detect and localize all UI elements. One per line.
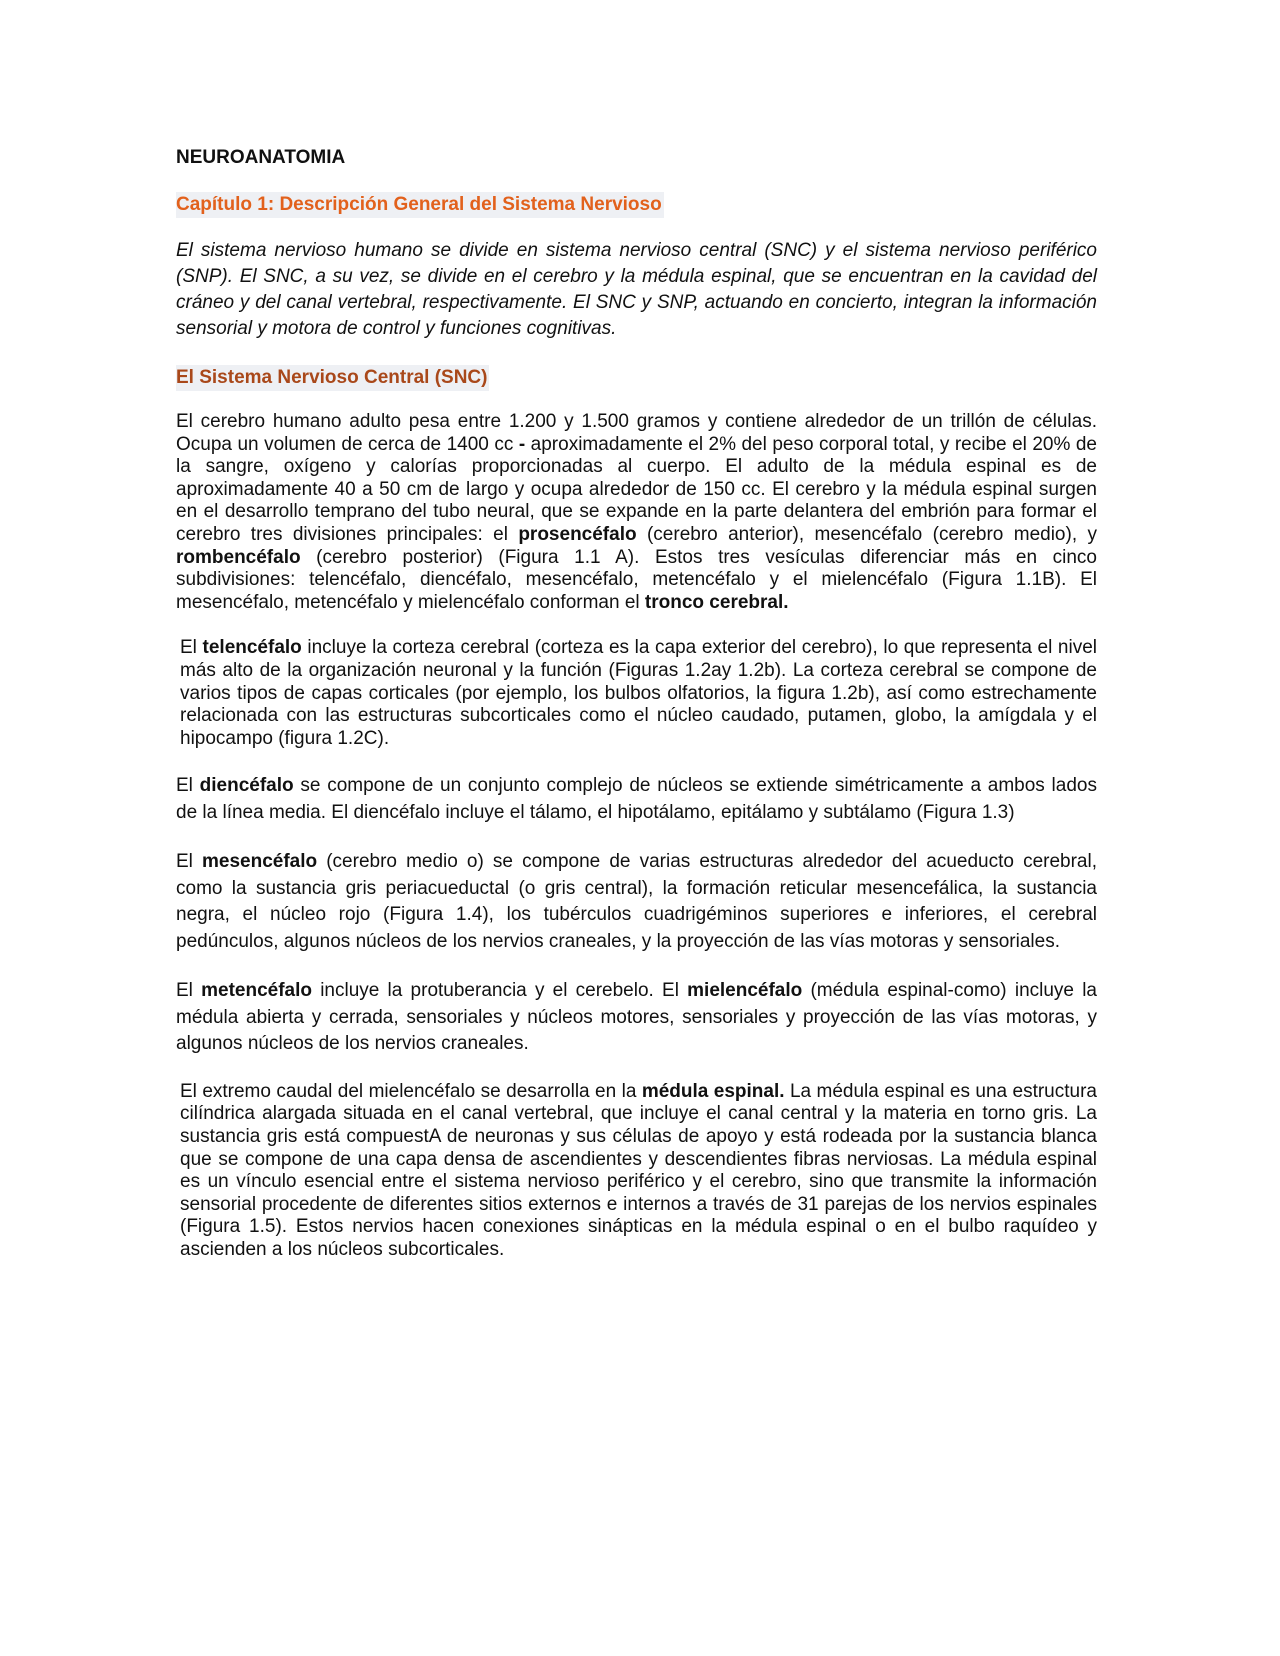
text-run: aproximadamente el 2% del peso corporal total, y recibe el 20% de la sangre, oxígeno y calorías proporcionadas al cuerpo. El adulto de la médula espinal es de aproximadamente 40 a 50 cm de largo y ocupa alrededor de 150 cc. El cerebro y la médula espinal surgen en el desarrollo temprano del tubo neural, que se expande en la parte delantera del embrión para formar el cerebro tres divisiones principales: el: [176, 433, 1097, 545]
text-run: El: [176, 851, 202, 873]
term-medula-espinal: médula espinal.: [641, 1080, 785, 1102]
text-run: La médula espinal es una estructura cilíndrica alargada situada en el canal vertebral, que incluye el canal central y la materia en torno gris. La sustancia gris está compuestA de neuronas y sus células de apoyo y está rodeada por la sustancia blanca que se compone de una capa densa de ascendientes y descendientes fibras nerviosas. La médula espinal es un vínculo esencial entre el sistema nervioso periférico y el cerebro, sino que transmite la información sensorial procedente de diferentes sitios externos e internos a través de 31 parejas de los nervios espinales (Figura 1.5). Estos nervios hacen conexiones sinápticas en la médula espinal o en el bulbo raquídeo y ascienden a los núcleos subcorticales.: [180, 1080, 1097, 1260]
chapter-heading: Capítulo 1: Descripción General del Sistema Nervioso: [176, 192, 664, 218]
text-run: (médula espinal-como) incluye la médula abierta y cerrada, sensoriales y núcleos motores, sensoriales y proyección de las vías motoras, y algunos núcleos de los nervios craneales.: [176, 980, 1097, 1055]
paragraph-spacer: [176, 1058, 1097, 1081]
document-title: NEUROANATOMIA: [176, 147, 346, 168]
paragraph-spacer: [176, 826, 1097, 849]
paragraph-spacer: [176, 614, 1097, 637]
document-body: [176, 146, 1097, 1262]
text-run: se compone de un conjunto complejo de núcleos se extiende simétricamente a ambos lados de la línea media. El diencéfalo incluye el tálamo, el hipotálamo, epitálamo y subtálamo (Figura 1.3): [176, 775, 1097, 823]
paragraph-telencefalo: [176, 637, 1097, 750]
paragraph-diencefalo: [176, 773, 1097, 826]
section-heading: El Sistema Nervioso Central (SNC): [176, 365, 489, 391]
text-run: (cerebro medio o) se compone de varias estructuras alrededor del acueducto cerebral, como la sustancia gris periacueductal (o gris central), la formación reticular mesencefálica, la sustancia negra, el núcleo rojo (Figura 1.4), los tubérculos cuadrigéminos superiores e inferiores, el cerebral pedúnculos, algunos núcleos de los nervios craneales, y la proyección de las vías motoras y sensoriales.: [176, 851, 1097, 952]
term-rombencefalo: rombencéfalo: [176, 546, 301, 568]
paragraph-medula-espinal: [176, 1081, 1097, 1262]
paragraph-spacer: [176, 750, 1097, 773]
text-run: incluye la corteza cerebral (corteza es la capa exterior del cerebro), lo que representa el nivel más alto de la organización neuronal y la función (Figuras 1.2ay 1.2b). La corteza cerebral se compone de varios tipos de capas corticales (por ejemplo, los bulbos olfatorios, la figura 1.2b), así como estrechamente relacionada con las estructuras subcorticales como el núcleo caudado, putamen, globo, la amígdala y el hipocampo (figura 1.2C).: [180, 637, 1097, 749]
text-run: incluye la protuberancia y el cerebelo. El: [311, 980, 688, 1002]
term-prosencefalo: prosencéfalo: [518, 523, 637, 545]
text-run: El extremo caudal del mielencéfalo se desarrolla en la: [180, 1080, 642, 1102]
paragraph-metencefalo: [176, 978, 1097, 1058]
term-telencefalo: telencéfalo: [202, 637, 302, 659]
term-diencefalo: diencéfalo: [199, 775, 294, 797]
paragraph-brain-overview: [176, 411, 1097, 614]
text-run: El: [176, 980, 202, 1002]
term-metencefalo: metencéfalo: [201, 980, 312, 1002]
text-run: El: [176, 775, 200, 797]
paragraph-spacer: [176, 955, 1097, 978]
paragraph-mesencefalo: [176, 849, 1097, 955]
dash-run: -: [518, 433, 526, 455]
term-mesencefalo: mesencéfalo: [202, 851, 318, 873]
text-run: (cerebro posterior) (Figura 1.1 A). Estos tres vesículas diferenciar más en cinco subdivisiones: telencéfalo, diencéfalo, mesencéfalo, metencéfalo y el mielencéfalo (Figura 1.1B). El mesencéfalo, metencéfalo y mielencéfalo conforman el: [176, 546, 1097, 613]
term-mielencefalo: mielencéfalo: [687, 980, 803, 1002]
text-run: (cerebro anterior), mesencéfalo (cerebro medio), y: [636, 523, 1097, 545]
term-tronco-cerebral: tronco cerebral.: [644, 591, 789, 613]
section-heading-wrap: [176, 365, 1097, 391]
intro-paragraph: El sistema nervioso humano se divide en sistema nervioso central (SNC) y el sistema nervioso periférico (SNP). El SNC, a su vez, se divide en el cerebro y la médula espinal, que se encuentran en la cavidad del cráneo y del canal vertebral, respectivamente. El SNC y SNP, actuando en concierto, integran la información sensorial y motora de control y funciones cognitivas.: [176, 240, 1097, 339]
text-run: El: [180, 637, 203, 659]
chapter-heading-wrap: [176, 192, 1097, 218]
text-run: El cerebro humano adulto pesa entre 1.200 y 1.500 gramos y contiene alrededor de un trillón de células. Ocupa un volumen de cerca de 1400 cc: [176, 411, 1097, 455]
